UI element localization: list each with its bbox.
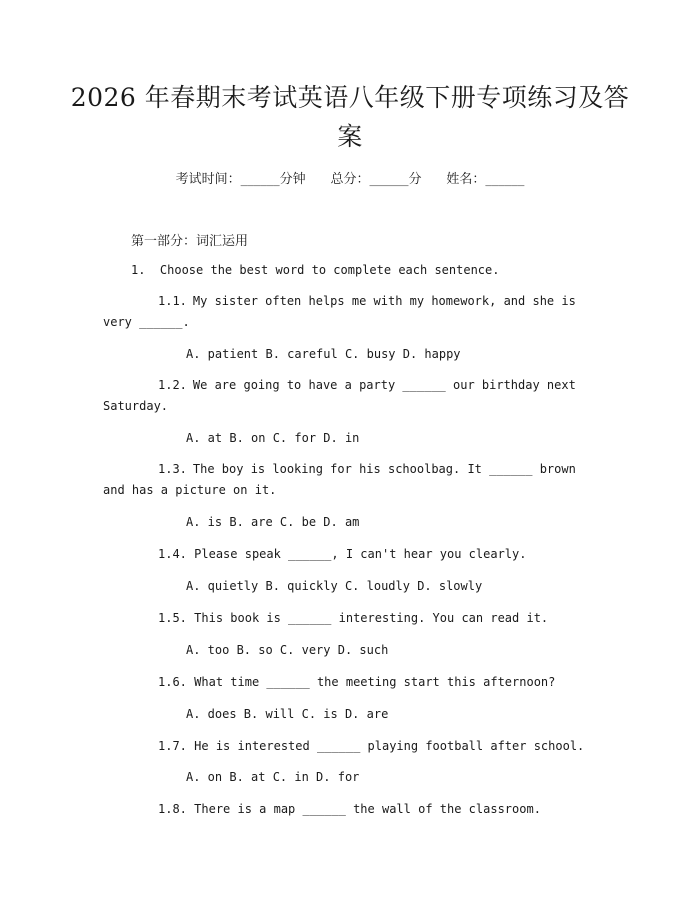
question-text: We are going to have a party ______ our birthday next Saturday.: [103, 378, 576, 413]
question-text: My sister often helps me with my homework, and she is very ______.: [103, 294, 576, 329]
options-1-2: A. at B. on C. for D. in: [186, 431, 360, 445]
question-text: He is interested ______ playing football after school.: [194, 739, 585, 753]
question-text: There is a map ______ the wall of the classroom.: [194, 802, 541, 816]
options-1-7: A. on B. at C. in D. for: [186, 770, 360, 784]
question-1-7: [158, 738, 584, 754]
options-1-3: A. is B. are C. be D. am: [186, 515, 360, 529]
question-number: 1.3.: [158, 462, 187, 476]
page-title: 2026 年春期末考试英语八年级下册专项练习及答案: [70, 83, 630, 151]
question-1-4: [158, 546, 526, 562]
options-1-6: A. does B. will C. is D. are: [186, 707, 389, 721]
question-1-8: [158, 801, 541, 817]
exam-info-line: [0, 168, 700, 187]
name-label: 姓名：: [446, 172, 486, 187]
question-number: 1.4.: [158, 547, 187, 561]
options-1-1: A. patient B. careful C. busy D. happy: [186, 347, 461, 361]
question-number: 1.2.: [158, 378, 187, 392]
question-number: 1.8.: [158, 802, 187, 816]
instruction: [131, 262, 499, 278]
section-title: 第一部分：词汇运用: [131, 234, 249, 249]
question-number: 1.1.: [158, 294, 187, 308]
score-blank: ______: [369, 172, 409, 187]
name-blank: ______: [485, 172, 525, 187]
options-1-5: A. too B. so C. very D. such: [186, 643, 389, 657]
time-label: 考试时间：: [175, 172, 241, 187]
question-text: What time ______ the meeting start this afternoon?: [194, 675, 556, 689]
question-1-3: [103, 459, 591, 501]
question-1-5: [158, 610, 548, 626]
question-number: 1.7.: [158, 739, 187, 753]
question-number: 1.6.: [158, 675, 187, 689]
score-unit: 分: [408, 172, 422, 187]
question-1-2: [103, 375, 591, 417]
question-text: The boy is looking for his schoolbag. It ______ brown and has a picture on it.: [103, 462, 576, 497]
time-blank: ______: [240, 172, 280, 187]
question-number: 1.5.: [158, 611, 187, 625]
score-label: 总分：: [330, 172, 370, 187]
instruction-number: 1.: [131, 263, 146, 277]
options-1-4: A. quietly B. quickly C. loudly D. slowly: [186, 579, 483, 593]
question-1-6: [158, 674, 555, 690]
question-text: This book is ______ interesting. You can read it.: [194, 611, 549, 625]
question-text: Please speak ______, I can't hear you clearly.: [194, 547, 527, 561]
time-unit: 分钟: [279, 172, 306, 187]
instruction-text: Choose the best word to complete each sentence.: [159, 263, 500, 277]
question-1-1: [103, 291, 591, 333]
